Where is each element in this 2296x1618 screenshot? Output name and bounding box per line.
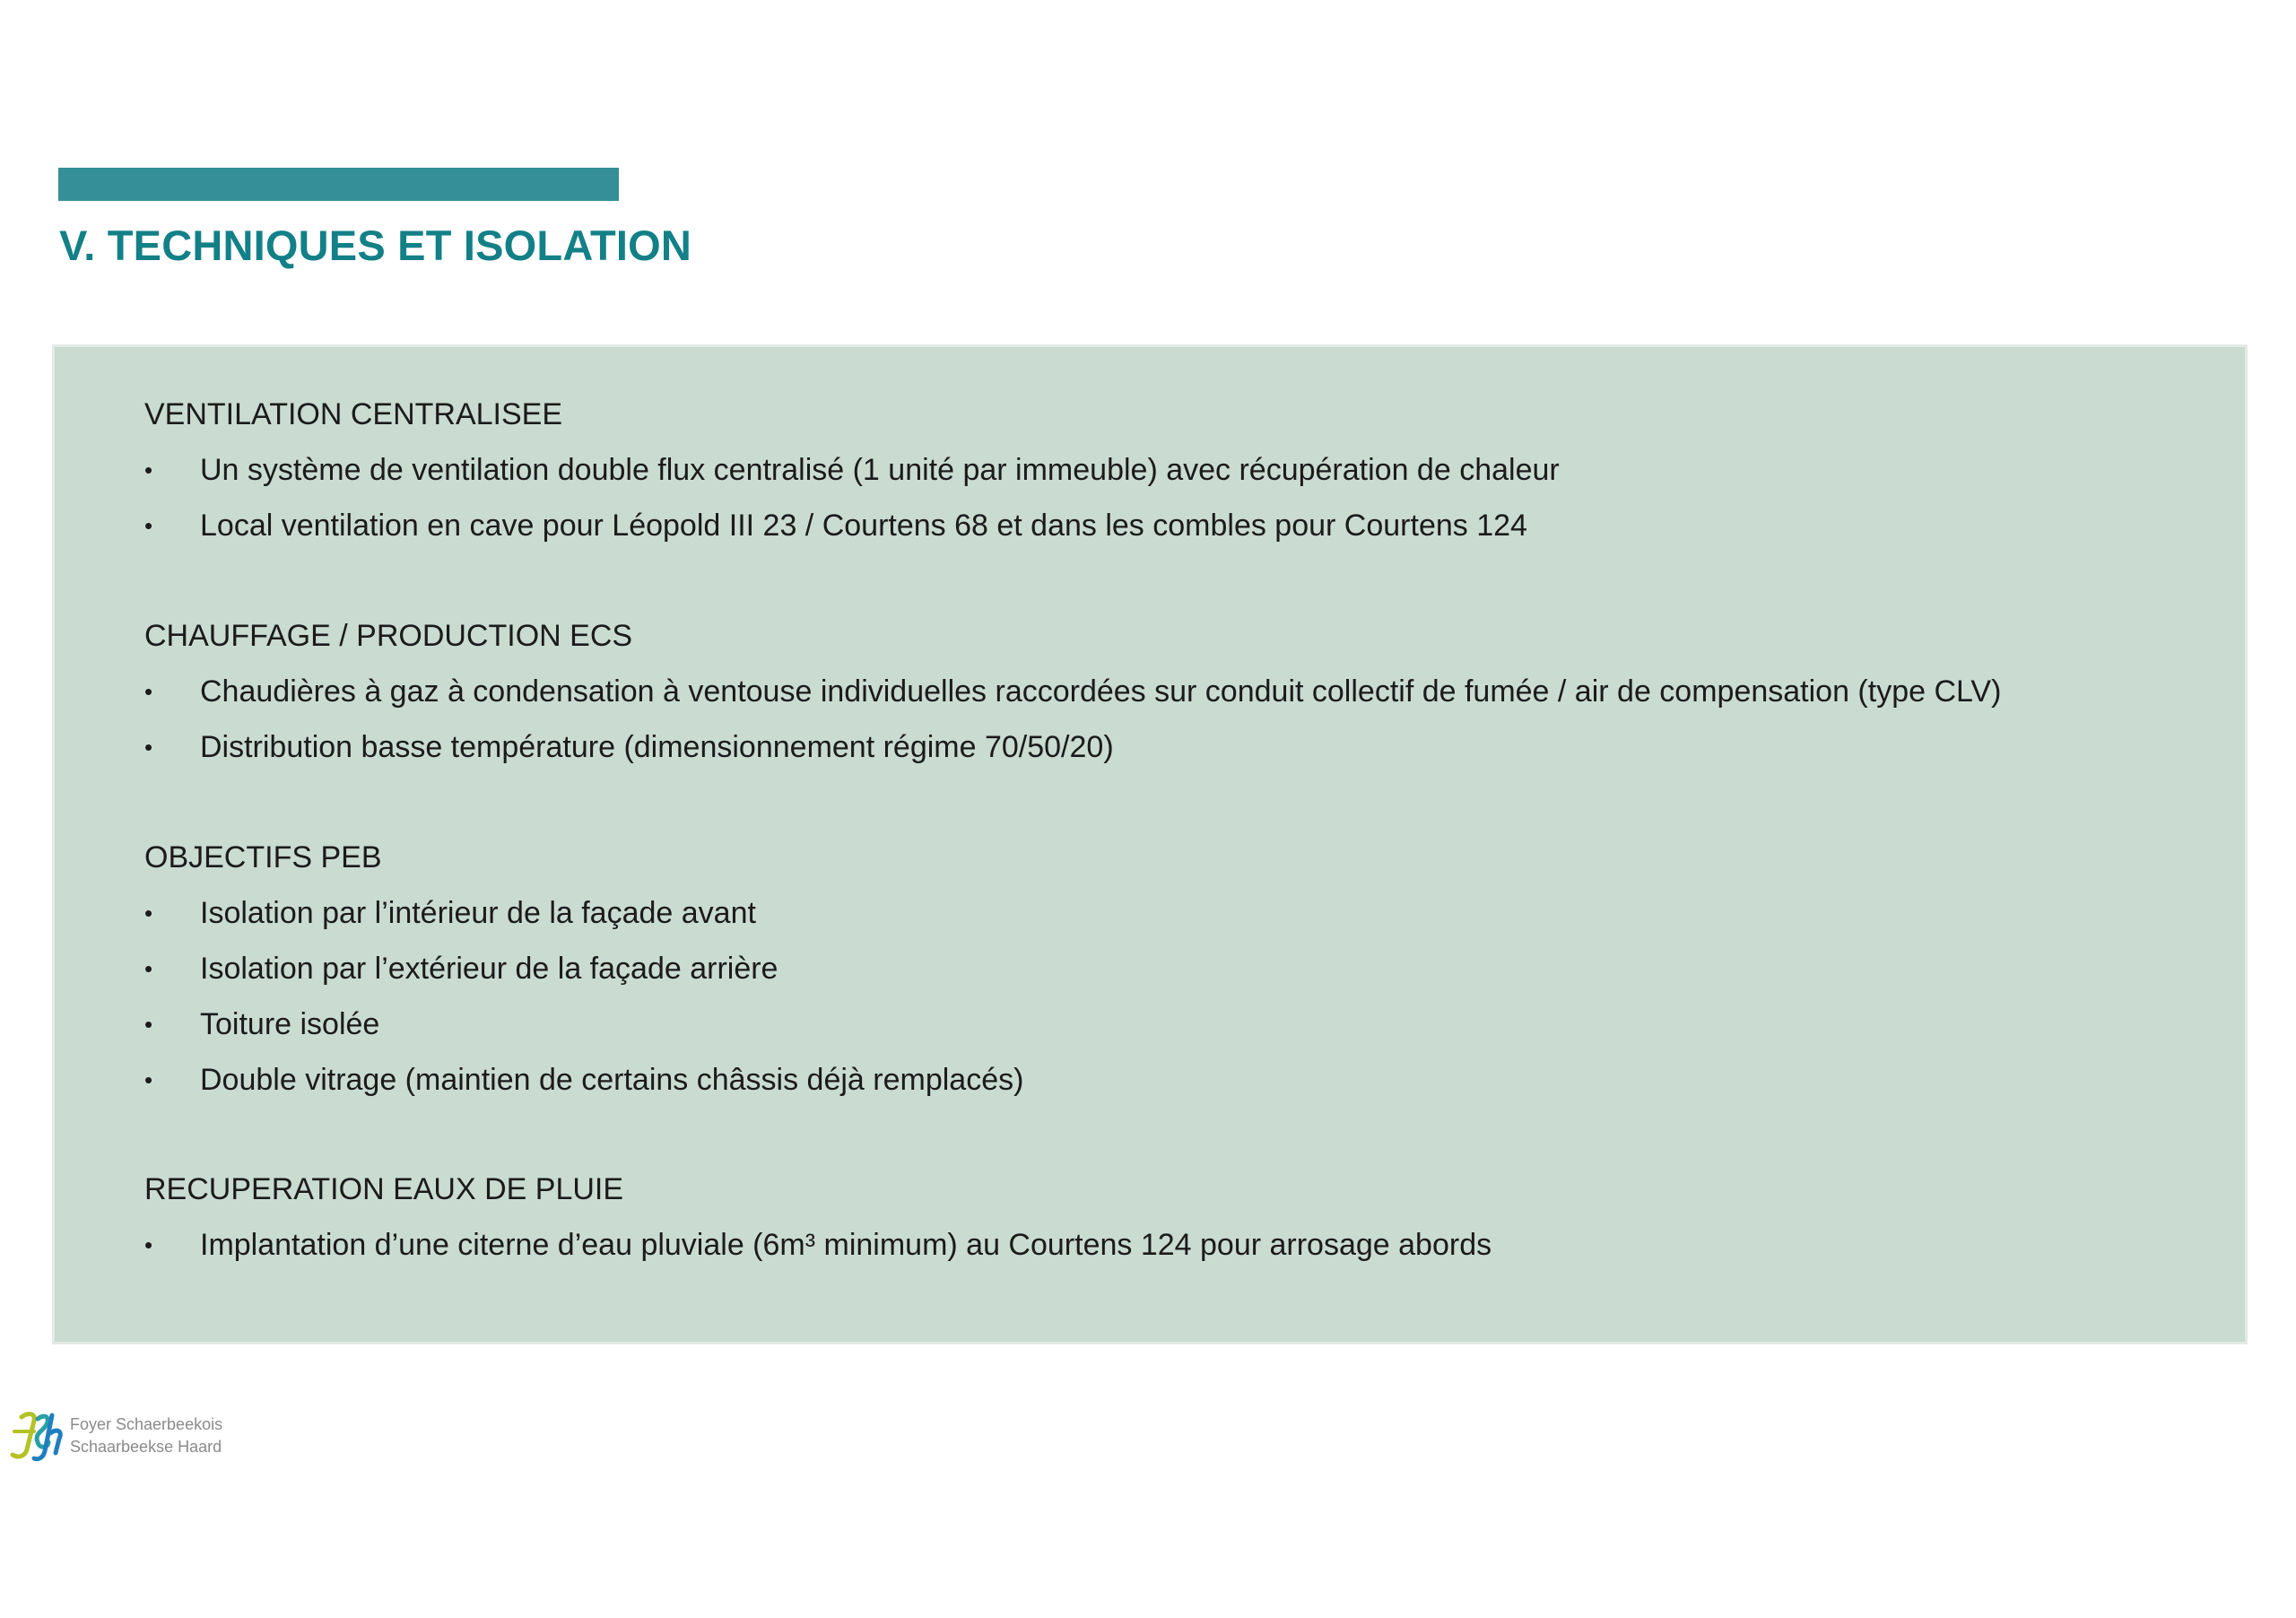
list-item-text: Double vitrage (maintien de certains châssis déjà remplacés) bbox=[200, 1063, 1024, 1097]
logo-text-line-1: Foyer Schaerbeekois bbox=[70, 1415, 223, 1433]
bullet-icon: • bbox=[144, 734, 153, 761]
section-heading: CHAUFFAGE / PRODUCTION ECS bbox=[144, 619, 633, 653]
accent-bar bbox=[58, 168, 619, 201]
list-item-text: Implantation d’une citerne d’eau pluviale (6m³ minimum) au Courtens 124 pour arrosage abords bbox=[200, 1228, 1492, 1262]
list-item bbox=[144, 664, 2252, 719]
bullet-icon: • bbox=[144, 457, 153, 483]
bullet-icon: • bbox=[144, 1066, 153, 1093]
list-item bbox=[144, 941, 2252, 996]
content-panel bbox=[52, 344, 2248, 1344]
section-chauffage bbox=[144, 608, 2252, 775]
list-item bbox=[144, 719, 2252, 775]
list-item bbox=[144, 498, 2252, 553]
section-recuperation bbox=[144, 1161, 2252, 1273]
bullet-icon: • bbox=[144, 1011, 153, 1038]
list-item-text: Isolation par l’extérieur de la façade arrière bbox=[200, 952, 778, 986]
list-item-text: Local ventilation en cave pour Léopold III 23 / Courtens 68 et dans les combles pour Courtens 124 bbox=[200, 509, 1527, 543]
section-heading: OBJECTIFS PEB bbox=[144, 840, 382, 874]
logo bbox=[9, 1406, 242, 1466]
section-heading: RECUPERATION EAUX DE PLUIE bbox=[144, 1172, 624, 1206]
list-item-text: Toiture isolée bbox=[200, 1007, 380, 1041]
list-item bbox=[144, 1217, 2252, 1273]
list-item-text: Distribution basse température (dimensionnement régime 70/50/20) bbox=[200, 730, 1114, 764]
list-item bbox=[144, 442, 2252, 498]
bullet-icon: • bbox=[144, 1231, 153, 1258]
list-item bbox=[144, 1052, 2252, 1108]
bullet-icon: • bbox=[144, 678, 153, 705]
section-heading: VENTILATION CENTRALISEE bbox=[144, 397, 563, 431]
bullet-icon: • bbox=[144, 955, 153, 982]
list-item-text: Chaudières à gaz à condensation à ventouse individuelles raccordées sur conduit collectif de fumée / air de compensation (type CLV) bbox=[200, 674, 2002, 709]
list-item bbox=[144, 996, 2252, 1052]
fsh-logo-icon bbox=[9, 1406, 66, 1466]
list-item-text: Un système de ventilation double flux centralisé (1 unité par immeuble) avec récupération de chaleur bbox=[200, 453, 1560, 487]
list-item bbox=[144, 885, 2252, 941]
page-title: V. TECHNIQUES ET ISOLATION bbox=[59, 222, 692, 269]
section-objectifs-peb bbox=[144, 830, 2252, 1108]
list-item-text: Isolation par l’intérieur de la façade avant bbox=[200, 896, 756, 930]
bullet-icon: • bbox=[144, 900, 153, 926]
section-ventilation bbox=[144, 387, 2252, 553]
bullet-icon: • bbox=[144, 512, 153, 539]
logo-text-line-2: Schaarbeekse Haard bbox=[70, 1438, 222, 1456]
